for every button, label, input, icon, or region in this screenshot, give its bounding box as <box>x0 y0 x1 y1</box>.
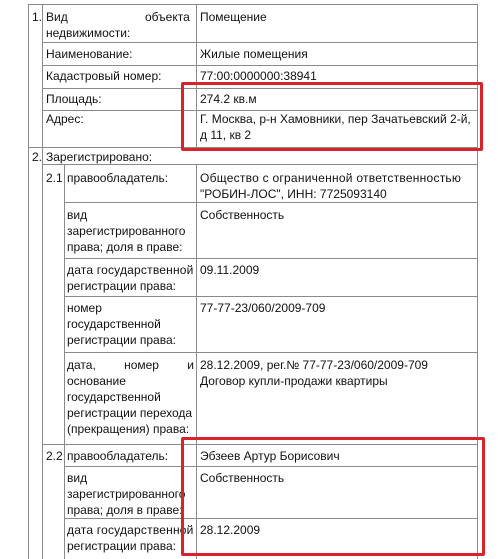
name-value: Жилые помещения <box>200 47 308 61</box>
address-label: Адрес: <box>46 112 84 126</box>
table-border-left <box>28 4 29 559</box>
table-border-top <box>28 4 478 5</box>
transfer-basis-label-line5: (прекращения) права: <box>67 422 190 436</box>
transfer-basis-label-line4: регистрации перехода <box>67 406 193 420</box>
registration-date-label-line1: дата государственной <box>67 263 194 277</box>
transfer-basis-value-line2: Договор купли-продажи квартиры <box>200 374 388 388</box>
area-value: 274.2 кв.м <box>200 92 257 106</box>
holder-value-line1: Общество с ограниченной ответственностью <box>200 171 462 185</box>
registration-number-value: 77-77-23/060/2009-709 <box>200 301 326 315</box>
registered-label: Зарегистрировано: <box>46 150 153 164</box>
object-type-value: Помещение <box>200 10 267 24</box>
registration-date-label-line2: регистрации права: <box>67 279 176 293</box>
right-type-label-line2: зарегистрированного <box>67 487 186 501</box>
row-divider <box>42 65 478 66</box>
holder-number: 2.2 <box>46 449 63 463</box>
registration-date-label-line2: регистрации права: <box>67 539 176 553</box>
row-divider <box>64 296 478 297</box>
row-divider <box>64 352 478 353</box>
section-number: 1. <box>32 10 43 24</box>
right-type-label-line3: права; доля в праве: <box>67 503 183 517</box>
right-type-value: Собственность <box>200 471 285 485</box>
transfer-basis-value-line1: 28.12.2009, рег.№ 77-77-23/060/2009-709 <box>200 358 428 372</box>
object-type-label-word2: объекта <box>145 10 190 24</box>
holder-highlight-box <box>181 437 485 556</box>
registration-number-label-line1: номер <box>67 301 102 315</box>
row-divider <box>42 42 478 43</box>
right-type-value: Собственность <box>200 208 285 222</box>
cadastral-number-label: Кадастровый номер: <box>46 69 162 83</box>
area-label: Площадь: <box>46 92 102 106</box>
right-type-label-line1: вид <box>67 208 88 222</box>
registration-number-label-line2: государственной <box>67 317 161 331</box>
holder-label: правообладатель: <box>67 171 169 185</box>
right-type-label-line1: вид <box>67 471 88 485</box>
holder-number: 2.1 <box>46 171 63 185</box>
holder-value: Эбзеев Артур Борисович <box>200 449 340 463</box>
address-highlight-box <box>181 82 483 151</box>
object-type-label-word1: Вид <box>46 10 68 24</box>
row-divider <box>64 258 478 259</box>
address-value-line2: д 11, кв 2 <box>200 128 252 142</box>
registration-date-value: 09.11.2009 <box>200 263 260 277</box>
holder-value-line2: "РОБИН-ЛОС", ИНН: 7725093140 <box>200 187 387 201</box>
registration-date-value: 28.12.2009 <box>200 523 261 537</box>
right-type-label-line3: права; доля в праве: <box>67 240 183 254</box>
transfer-basis-label-line3: государственной <box>67 390 161 404</box>
object-type-label-line2: недвижимости: <box>46 26 131 40</box>
transfer-basis-label-line1: дата, номер и <box>67 358 194 372</box>
right-type-label-line2: зарегистрированного <box>67 224 186 238</box>
holder-label: правообладатель: <box>67 449 169 463</box>
name-label: Наименование: <box>46 47 133 61</box>
registration-number-label-line3: регистрации права: <box>67 333 176 347</box>
address-value-line1: Г. Москва, р-н Хамовники, пер Зачатьевский 2-й, <box>200 112 471 126</box>
registration-date-label-line1: дата государственной <box>67 523 194 537</box>
section-number: 2. <box>32 150 43 164</box>
transfer-basis-label-line2: основание <box>67 374 126 388</box>
sub-num-column-divider <box>64 164 65 559</box>
cadastral-number-value: 77:00:0000000:38941 <box>200 69 317 83</box>
